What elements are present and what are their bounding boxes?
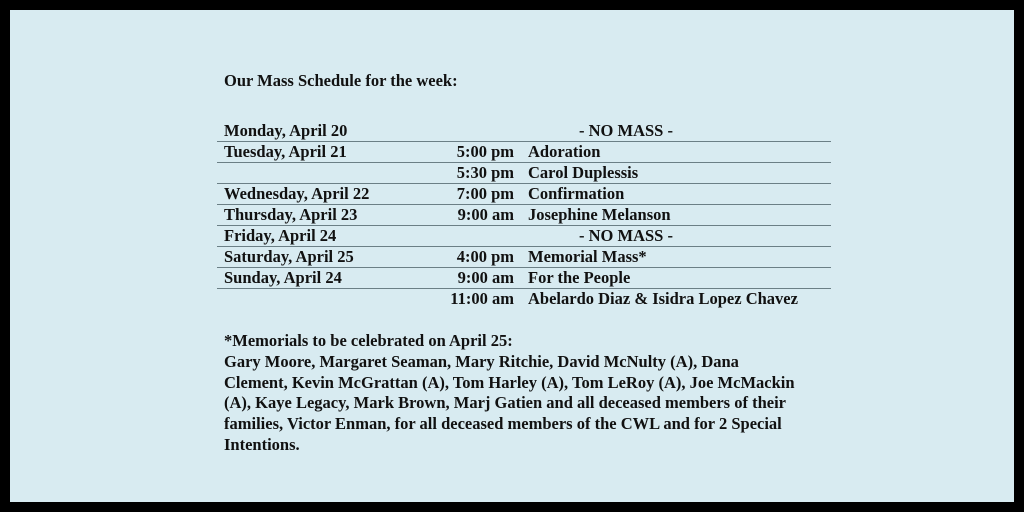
schedule-time: 11:00 am	[450, 289, 514, 308]
schedule-row	[217, 163, 831, 184]
schedule-time: 7:00 pm	[456, 184, 514, 203]
bulletin-content	[217, 70, 837, 456]
schedule-row	[217, 289, 831, 309]
schedule-day: Friday, April 24	[224, 226, 337, 245]
no-mass-label: - NO MASS -	[579, 226, 673, 245]
schedule-time: 5:00 pm	[456, 142, 514, 161]
schedule-intention: Josephine Melanson	[528, 205, 671, 224]
schedule-day: Monday, April 20	[224, 121, 348, 140]
schedule-intention: Carol Duplessis	[528, 163, 639, 182]
schedule-intention: Confirmation	[528, 184, 625, 203]
schedule-intention: Adoration	[528, 142, 601, 161]
schedule-day: Saturday, April 25	[224, 247, 354, 266]
schedule-time: 4:00 pm	[456, 247, 514, 266]
schedule-row	[217, 121, 831, 142]
no-mass-label: - NO MASS -	[579, 121, 673, 140]
schedule-row	[217, 226, 831, 247]
schedule-time: 5:30 pm	[456, 163, 514, 182]
schedule-intention: Memorial Mass*	[528, 247, 647, 266]
schedule-day: Wednesday, April 22	[224, 184, 370, 203]
schedule-day: Thursday, April 23	[224, 205, 358, 224]
memorials-heading: *Memorials to be celebrated on April 25:	[224, 331, 513, 350]
schedule-day: Sunday, April 24	[224, 268, 342, 287]
schedule-intention: For the People	[528, 268, 631, 287]
memorials-section	[217, 331, 799, 456]
schedule-row	[217, 268, 831, 289]
schedule-time: 9:00 am	[457, 268, 514, 287]
schedule-heading: Our Mass Schedule for the week:	[224, 71, 458, 90]
schedule-intention: Abelardo Diaz & Isidra Lopez Chavez	[528, 289, 798, 308]
memorials-list: Gary Moore, Margaret Seaman, Mary Ritchie, David McNulty (A), Dana Clement, Kevin McGrattan (A), Tom Harley (A), Tom LeRoy (A), Joe McMackin (A), Kaye Legacy, Mark Brown, Marj Gatien and all deceased members of their families, Victor Enman, for all deceased members of the CWL and for 2 Special Intentions.	[224, 351, 795, 454]
schedule-row	[217, 247, 831, 268]
schedule-day: Tuesday, April 21	[224, 142, 347, 161]
mass-schedule-table	[217, 121, 831, 309]
schedule-row	[217, 205, 831, 226]
schedule-time: 9:00 am	[457, 205, 514, 224]
schedule-row	[217, 184, 831, 205]
schedule-row	[217, 142, 831, 163]
